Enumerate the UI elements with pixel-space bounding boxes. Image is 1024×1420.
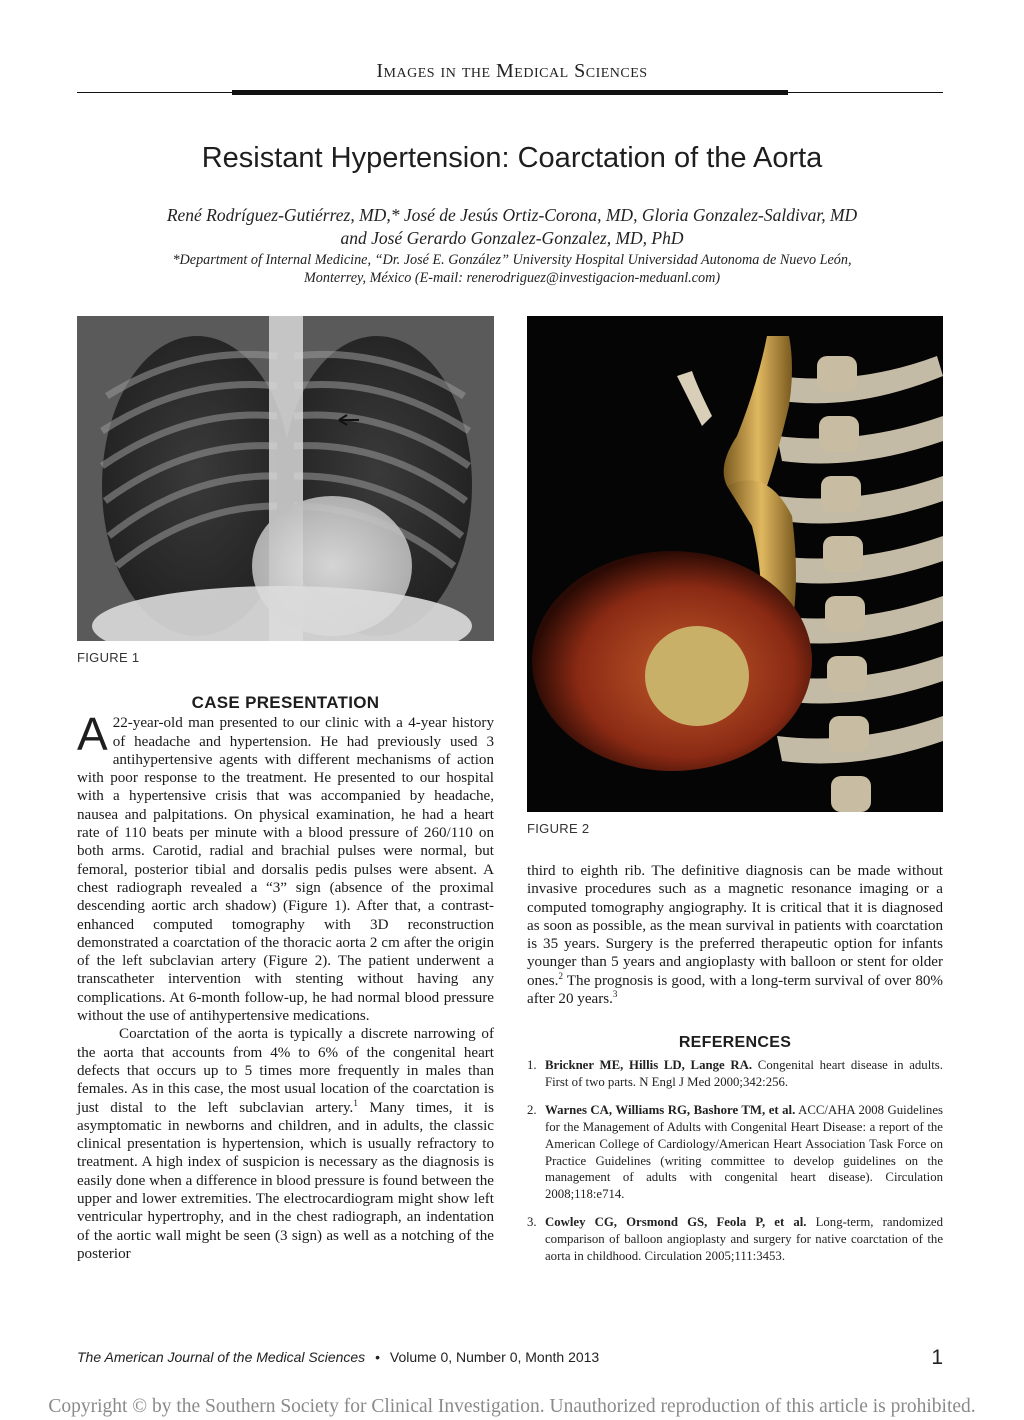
running-head: Images in the Medical Sciences xyxy=(376,60,648,82)
case-paragraph-3-text-b: The prognosis is good, with a long-term survival of over 80% after 20 years. xyxy=(527,972,943,1008)
header-rule-thick xyxy=(232,90,788,95)
footer-journal xyxy=(77,1349,599,1365)
case-paragraph-2-text-a: Coarctation of the aorta is typically a discrete narrowing of the aorta that accounts from 4% to 6% of the congenital heart defects that occurs up to 5 times more frequently in males than females. As in this case, the most usual location of the coarctation is just distal to the left subclavian artery. xyxy=(77,1026,494,1116)
reference-item xyxy=(527,1214,943,1265)
section-heading-references: REFERENCES xyxy=(678,1034,792,1051)
reference-text: Long-term, randomized comparison of balloon angioplasty and surgery for native coarctation of the aorta in childhood. Circulation 2005;111:3453. xyxy=(545,1215,944,1264)
affiliation-line-2: Monterrey, México (E-mail: renerodriguez@investigacion-meduanl.com) xyxy=(303,270,721,286)
case-paragraph-1 xyxy=(77,708,494,1025)
left-column xyxy=(77,694,494,1263)
case-paragraph-1-text: 22-year-old man presented to our clinic with a 4-year history of headache and hypertension. He had previously used 3 antihypertensive agents with different mechanisms of action with poor response to the treatment. He presented to our hospital with a hypertensive crisis that was accompanied by headache, nausea and palpitations. On physical examination, he had a heart rate of 110 beats per minute with a blood pressure of 260/110 on both arms. Carotid, radial and brachial pulses were normal, but femoral, posterior tibial and dorsalis pedis pulses were absent. A chest radiograph revealed a “3” sign (absence of the proximal descending aortic arch shadow) (Figure 1). After that, a contrast-enhanced computed tomography with 3D reconstruction demonstrated a coarctation of the thoracic aorta 2 cm after the origin of the left subclavian artery (Figure 2). The patient underwent a transcatheter intervention with stenting without having any complications. At 6-month follow-up, he had normal blood pressure without the use of antihypertensive medications. xyxy=(77,715,494,1025)
case-paragraph-2-text-b: Many times, it is asymptomatic in newborns and children, and in adults, the classic clinical presentation is hypertension, which is usually refractory to treatment. A high index of suspicion is necessary as the diagnosis is easily done when a difference in blood pressure is found between the upper and lower extremities. The electrocardiogram might show left ventricular hypertrophy, and in the chest radiograph, an indentation of the aortic wall might be seen (3 sign) as well as a notching of the posterior xyxy=(77,1099,494,1262)
case-paragraph-2 xyxy=(77,1025,494,1263)
reference-number: 1. xyxy=(527,1058,537,1072)
reference-authors: Cowley CG, Orsmond GS, Feola P, et al. xyxy=(545,1215,807,1230)
chest-xray-image xyxy=(77,316,494,641)
affiliation-line-1: *Department of Internal Medicine, “Dr. José E. González” University Hospital Universidad Autonoma de Nuevo León, xyxy=(172,252,852,268)
reference-authors: Brickner ME, Hillis LD, Lange RA. xyxy=(545,1058,753,1072)
affiliation xyxy=(90,251,934,287)
citation-3: 3 xyxy=(612,989,618,1000)
reference-item xyxy=(527,1102,943,1203)
reference-authors: Warnes CA, Williams RG, Bashore TM, et al. xyxy=(545,1102,796,1117)
references-list xyxy=(527,1057,943,1276)
journal-name: The American Journal of the Medical Sciences xyxy=(77,1349,366,1365)
authors-line-1: René Rodríguez-Gutiérrez, MD,* José de Jesús Ortiz-Corona, MD, Gloria Gonzalez-Saldivar, MD xyxy=(166,205,858,225)
figure-1-label: FIGURE 1 xyxy=(77,650,140,665)
copyright-notice: Copyright © by the Southern Society for Clinical Investigation. Unauthorized reproduction of this article is prohibited. xyxy=(48,1396,976,1417)
reference-number: 3. xyxy=(527,1215,537,1230)
section-heading-case: CASE PRESENTATION xyxy=(191,693,380,712)
reference-text: ACC/AHA 2008 Guidelines for the Management of Adults with Congenital Heart Disease: a report of the American College of Cardiology/American Heart Association Task Force on Practice Guidelines (writing committee to develop guidelines on the management of adults with congenital heart disease). Circulation 2008;118:e714. xyxy=(545,1102,943,1202)
authors-line-2: and José Gerardo Gonzalez-Gonzalez, MD, PhD xyxy=(340,228,684,248)
figure-2-ct-reconstruction xyxy=(527,316,943,812)
authors xyxy=(90,204,934,250)
case-paragraph-3 xyxy=(527,862,943,1008)
figure-2-label: FIGURE 2 xyxy=(527,821,590,836)
ct-3d-image xyxy=(527,316,943,812)
article-title: Resistant Hypertension: Coarctation of the Aorta xyxy=(201,142,823,174)
case-paragraph-3-text-a: third to eighth rib. The definitive diagnosis can be made without invasive procedures such as a magnetic resonance imaging or a computed tomography angiography. It is critical that it is diagnosed as soon as possible, as the mean survival in patients with coarctation is 35 years. Surgery is the preferred therapeutic option for infants younger than 5 years and angioplasty with balloon or stent for older ones. xyxy=(527,863,943,989)
footer-bullet: • xyxy=(375,1349,380,1365)
citation-1: 1 xyxy=(353,1097,358,1108)
reference-item xyxy=(527,1057,943,1091)
reference-number: 2. xyxy=(527,1102,537,1117)
issue-info: Volume 0, Number 0, Month 2013 xyxy=(389,1349,600,1365)
drop-cap: A xyxy=(77,708,108,761)
page-number: 1 xyxy=(931,1346,943,1369)
figure-1-chest-radiograph xyxy=(77,316,494,641)
reference-text: Congenital heart disease in adults. First of two parts. N Engl J Med 2000;342:256. xyxy=(545,1058,943,1089)
right-column xyxy=(527,862,943,1008)
citation-2: 2 xyxy=(558,970,563,981)
